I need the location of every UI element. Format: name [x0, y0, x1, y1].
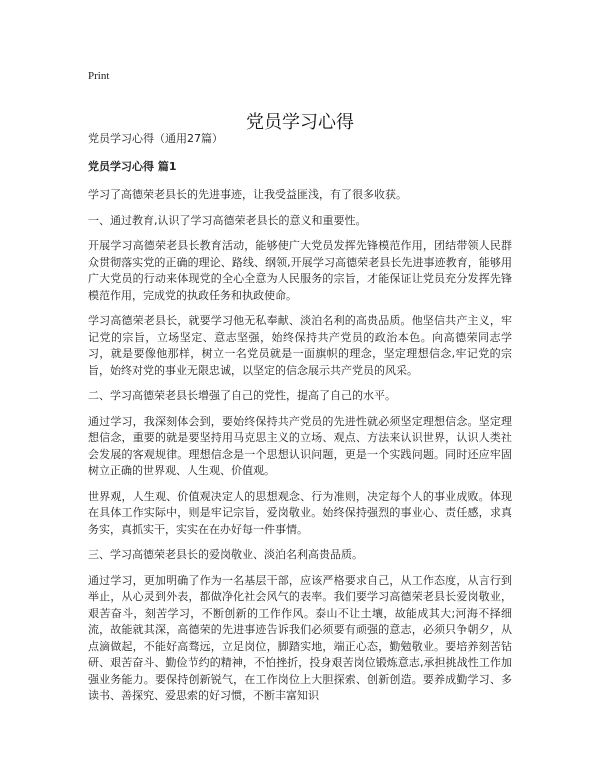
paragraph: 通过学习，更加明确了作为一名基层干部，应该严格要求自己，从工作态度，从言行到举止，从心灵到外表，都做净化社会风气的表率。我们要学习高德荣老县长爱岗敬业，艰苦奋斗，刻苦学习，不断创新的工作作风。泰山不让土壤，故能成其大;河海不择细流，故能就其深，高德荣的先进事迹告诉我们必须要有顽强的意志，必须只争朝夕，从点滴做起，不能好高骛远，立足岗位，脚踏实地，端正心态，勤勉敬业。要培养刻苦钻研、艰苦奋斗、勤俭节约的精神，不怕挫折，投身艰苦岗位锻炼意志,承担挑战性工作加强业务能力。要保持创新锐气，在工作岗位上大胆探索、创新创造。要养成勤学习、多读书、善探究、爱思索的好习惯，不断丰富知识	[88, 573, 512, 702]
print-label[interactable]: Print	[88, 70, 110, 82]
paragraph: 开展学习高德荣老县长教育活动，能够使广大党员发挥先锋模范作用，团结带领人民群众贯彻落实党的正确的理论、路线、纲领,开展学习高德荣老县长先进事迹教育，能够用广大党员的行动来体现党的全心全意为人民服务的宗旨，才能保证让党员充分发挥先锋模范作用，完成党的执政任务和执政使命。	[88, 239, 512, 302]
paragraph: 三、学习高德荣老县长的爱岗敬业、淡泊名利高贵品质。	[88, 548, 363, 561]
section-heading: 党员学习心得 篇1	[88, 159, 177, 173]
document-title: 党员学习心得	[246, 112, 354, 134]
document-body	[88, 131, 512, 714]
document-subtitle: 党员学习心得（通用27篇）	[88, 132, 223, 145]
paragraph: 通过学习，我深刻体会到，要始终保持共产党员的先进性就必须坚定理想信念。坚定理想信念，重要的就是要坚持用马克思主义的立场、观点、方法来认识世界，认识人类社会发展的客观规律。理想信念是一个思想认识问题，更是一个实践问题。同时还应牢固树立正确的世界观、人生观、价值观。	[88, 414, 512, 477]
paragraph: 学习了高德荣老县长的先进事迹，让我受益匪浅，有了很多收获。	[88, 188, 407, 201]
paragraph: 一、通过教育,认识了学习高德荣老县长的意义和重要性。	[88, 213, 367, 227]
paragraph: 二、学习高德荣老县长增强了自己的党性，提高了自己的水平。	[88, 389, 396, 402]
paragraph: 世界观，人生观、价值观决定人的思想观念、行为准则，决定每个人的事业成败。体现在具体工作实际中，则是牢记宗旨，爱岗敬业。始终保持强烈的事业心、责任感，求真务实，真抓实干，实实在在办好每一件事情。	[88, 489, 512, 536]
paragraph: 学习高德荣老县长，就要学习他无私奉献、淡泊名利的高贵品质。他坚信共产主义，牢记党的宗旨，立场坚定、意志坚强，始终保持共产党员的政治本色。向高德荣同志学习，就是要像他那样，树立一名党员就是一面旗帜的理念，坚定理想信念,牢记党的宗旨，始终对党的事业无限忠诚，以坚定的信念展示共产党员的风采。	[88, 314, 512, 377]
